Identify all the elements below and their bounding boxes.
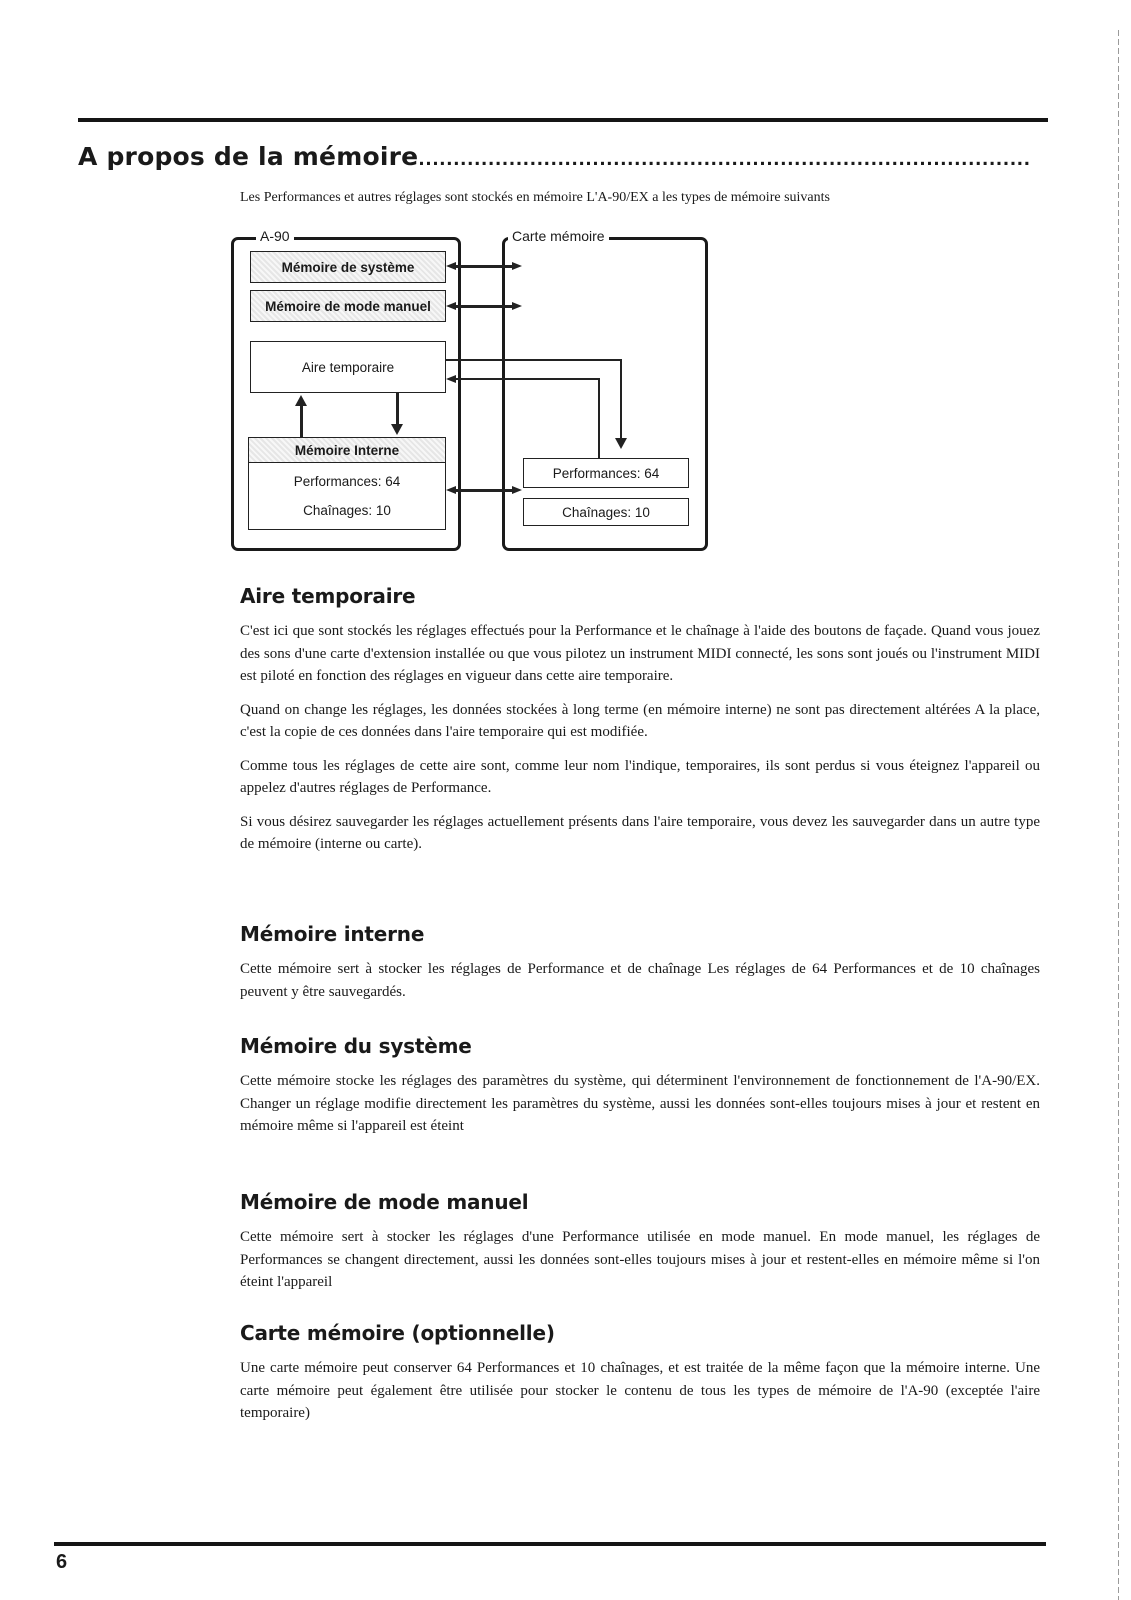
page-title (78, 142, 1048, 171)
section-paragraph: Quand on change les réglages, les données stockées à long terme (en mémoire interne) ne sont pas directement altérées A la place, c'est la copie de ces données dans l'aire temporaire qui est modifiée. (240, 701, 1040, 740)
bottom-rule (54, 1542, 1046, 1546)
temp-to-internal-line (396, 393, 399, 425)
internal-card-link (454, 489, 516, 492)
section-paragraph: Comme tous les réglages de cette aire sont, comme leur nom l'indique, temporaires, ils sont perdus si vous éteignez l'appareil ou appelez d'autres réglages de Performance. (240, 757, 1040, 796)
card-to-temp-line-h (454, 378, 599, 380)
temp-to-card-arrow (615, 438, 627, 449)
page-edge (1118, 30, 1119, 1600)
section-internal-memory (240, 922, 1040, 1014)
temp-area-label: Aire temporaire (301, 359, 395, 375)
section-paragraph: C'est ici que sont stockés les réglages effectués pour la Performance et le chaînage à l'aide des boutons de façade. Quand vous jouez des sons d'une carte d'extension installée ou que vous pilotez un instrument MIDI connecté, les sons sont joués ou l'instrument MIDI est piloté en fonction des réglages en vigueur dans cette aire temporaire. (240, 623, 1040, 684)
section-paragraph: Une carte mémoire peut conserver 64 Performances et 10 chaînages, et est traitée de la même façon que la mémoire interne. Une carte mémoire peut également être utilisée pour stocker le contenu de tous les types de mémoire de l'A-90 (exceptée l'aire temporaire) (240, 1360, 1040, 1421)
card-performances-box (523, 458, 689, 488)
internal-memory-label: Mémoire Interne (294, 442, 400, 458)
card-to-temp-line-v (598, 378, 600, 461)
internal-card-arrow-left (446, 486, 456, 494)
title-leader-dots: ........................................................................................ (418, 150, 1031, 170)
system-memory-link (454, 265, 516, 268)
section-temp-area (240, 584, 1040, 867)
card-chains-box (523, 498, 689, 526)
section-heading: Mémoire du système (240, 1034, 472, 1058)
manual-memory-link (454, 305, 516, 308)
a90-label: A-90 (256, 228, 294, 244)
section-system-memory (240, 1034, 1040, 1149)
temp-to-card-line-h (446, 359, 621, 361)
manual-memory-arrow-right (512, 302, 522, 310)
section-memory-card (240, 1321, 1040, 1436)
section-manual-memory (240, 1190, 1040, 1305)
internal-memory-body (248, 462, 446, 530)
section-heading: Mémoire interne (240, 922, 425, 946)
manual-memory-label: Mémoire de mode manuel (265, 298, 431, 314)
section-paragraph: Cette mémoire stocke les réglages des paramètres du système, qui déterminent l'environnement de fonctionnement de l'A-90/EX. Changer un réglage modifie directement les paramètres du système, aussi les données sont-elles toujours mises à jour et restent en mémoire même si l'appareil est éteint (240, 1073, 1040, 1134)
card-label: Carte mémoire (508, 228, 609, 244)
card-performances: Performances: 64 (552, 465, 660, 481)
system-memory-box (250, 251, 446, 283)
system-memory-label: Mémoire de système (281, 259, 415, 275)
memory-diagram (228, 228, 728, 558)
internal-performances: Performances: 64 (293, 474, 401, 489)
internal-memory-header (248, 437, 446, 463)
system-memory-arrow-left (446, 262, 456, 270)
internal-to-temp-arrow (295, 395, 307, 406)
card-to-temp-arrow (446, 375, 456, 383)
section-heading: Aire temporaire (240, 584, 416, 608)
manual-memory-box (250, 290, 446, 322)
intro-text: Les Performances et autres réglages sont stockés en mémoire L'A-90/EX a les types de mémoire suivants (240, 190, 830, 205)
section-heading: Mémoire de mode manuel (240, 1190, 529, 1214)
top-rule (78, 118, 1048, 122)
page-number: 6 (56, 1551, 68, 1573)
card-chains: Chaînages: 10 (562, 504, 650, 520)
page-title-text: A propos de la mémoire (78, 142, 419, 171)
temp-to-card-line-v (620, 359, 622, 441)
internal-card-arrow-right (512, 486, 522, 494)
temp-area-box (250, 341, 446, 393)
system-memory-arrow-right (512, 262, 522, 270)
section-paragraph: Cette mémoire sert à stocker les réglages d'une Performance utilisée en mode manuel. En mode manuel, les réglages de Performances se changent directement, aussi les données sont-elles toujours mises à jour et restent-elles en mémoire même si l'on éteint l'appareil (240, 1229, 1040, 1290)
internal-to-temp-line (300, 403, 303, 437)
section-paragraph: Cette mémoire sert à stocker les réglages de Performance et de chaînage Les réglages de 64 Performances et de 10 chaînages peuvent y être sauvegardés. (240, 961, 1040, 1000)
temp-to-internal-arrow (391, 424, 403, 435)
manual-memory-arrow-left (446, 302, 456, 310)
section-paragraph: Si vous désirez sauvegarder les réglages actuellement présents dans l'aire temporaire, vous devez les sauvegarder dans un autre type de mémoire (interne ou carte). (240, 813, 1040, 852)
internal-chains: Chaînages: 10 (303, 503, 391, 518)
section-heading: Carte mémoire (optionnelle) (240, 1321, 555, 1345)
